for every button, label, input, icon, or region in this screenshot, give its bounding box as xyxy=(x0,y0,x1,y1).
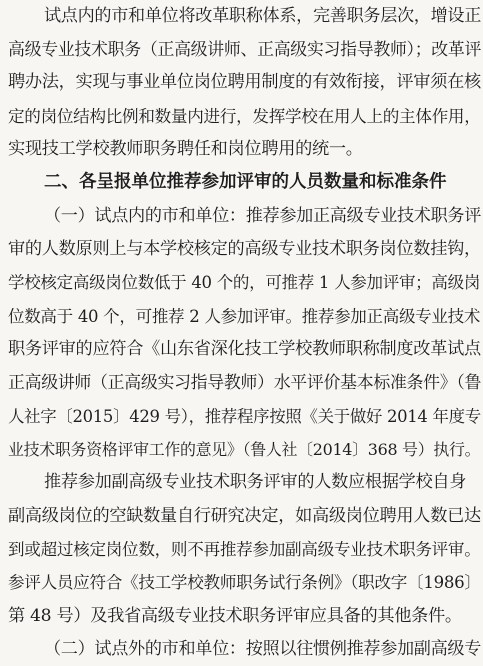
text-line: 审的人数原则上与本学校核定的高级专业技术职务岗位数挂钩， xyxy=(8,239,481,259)
text-line: 到或超过核定岗位数，则不再推荐参加副高级专业技术职务评审。 xyxy=(8,540,481,559)
text-line: 学校核定高级岗位数低于 40 个的，可推荐 1 人参加评审；高级岗 xyxy=(8,273,481,292)
text-line: 职务评审的应符合《山东省深化技工学校教师职称制度改革试点 xyxy=(8,339,481,359)
text-line: 第 48 号）及我省高级专业技术职务评审应具备的其他条件。 xyxy=(8,606,462,626)
text-line: 正高级讲师（正高级实习指导教师）水平评价基本标准条件》（鲁 xyxy=(8,372,482,392)
text-line: 试点内的市和单位将改革职称体系，完善职务层次，增设正 xyxy=(44,6,482,26)
text-line: 位数高于 40 个，可推荐 2 人参加评审。推荐参加正高级专业技术 xyxy=(8,307,481,326)
text-line: 副高级岗位的空缺数量自行研究决定，如高级岗位聘用人数已达 xyxy=(8,506,481,526)
text-line: 参评人员应符合《技工学校教师职务试行条例》（职改字〔1986〕 xyxy=(8,573,481,592)
text-line: （一）试点内的市和单位：推荐参加正高级专业技术职务评 xyxy=(44,206,482,226)
text-line: 推荐参加副高级专业技术职务评审的人数应根据学校自身 xyxy=(44,472,467,492)
text-line: 业技术职务资格评审工作的意见》（鲁人社〔2014〕368 号）执行。 xyxy=(8,440,481,459)
text-line: 聘办法，实现与事业单位岗位聘用制度的有效衔接，评审须在核 xyxy=(8,72,481,92)
text-line: 定的岗位结构比例和数量内进行，发挥学校在用人上的主体作用， xyxy=(8,107,481,126)
section-heading: 二、各呈报单位推荐参加评审的人员数量和标准条件 xyxy=(44,172,447,192)
text-line: 人社字〔2015〕429 号），推荐程序按照《关于做好 2014 年度专 xyxy=(8,407,481,426)
text-line: 高级专业技术职务（正高级讲师、正高级实习指导教师）；改革评 xyxy=(8,39,482,59)
text-line: 实现技工学校教师职务聘任和岗位聘用的统一。 xyxy=(8,139,363,159)
text-line: （二）试点外的市和单位：按照以往惯例推荐参加副高级专 xyxy=(44,639,482,659)
